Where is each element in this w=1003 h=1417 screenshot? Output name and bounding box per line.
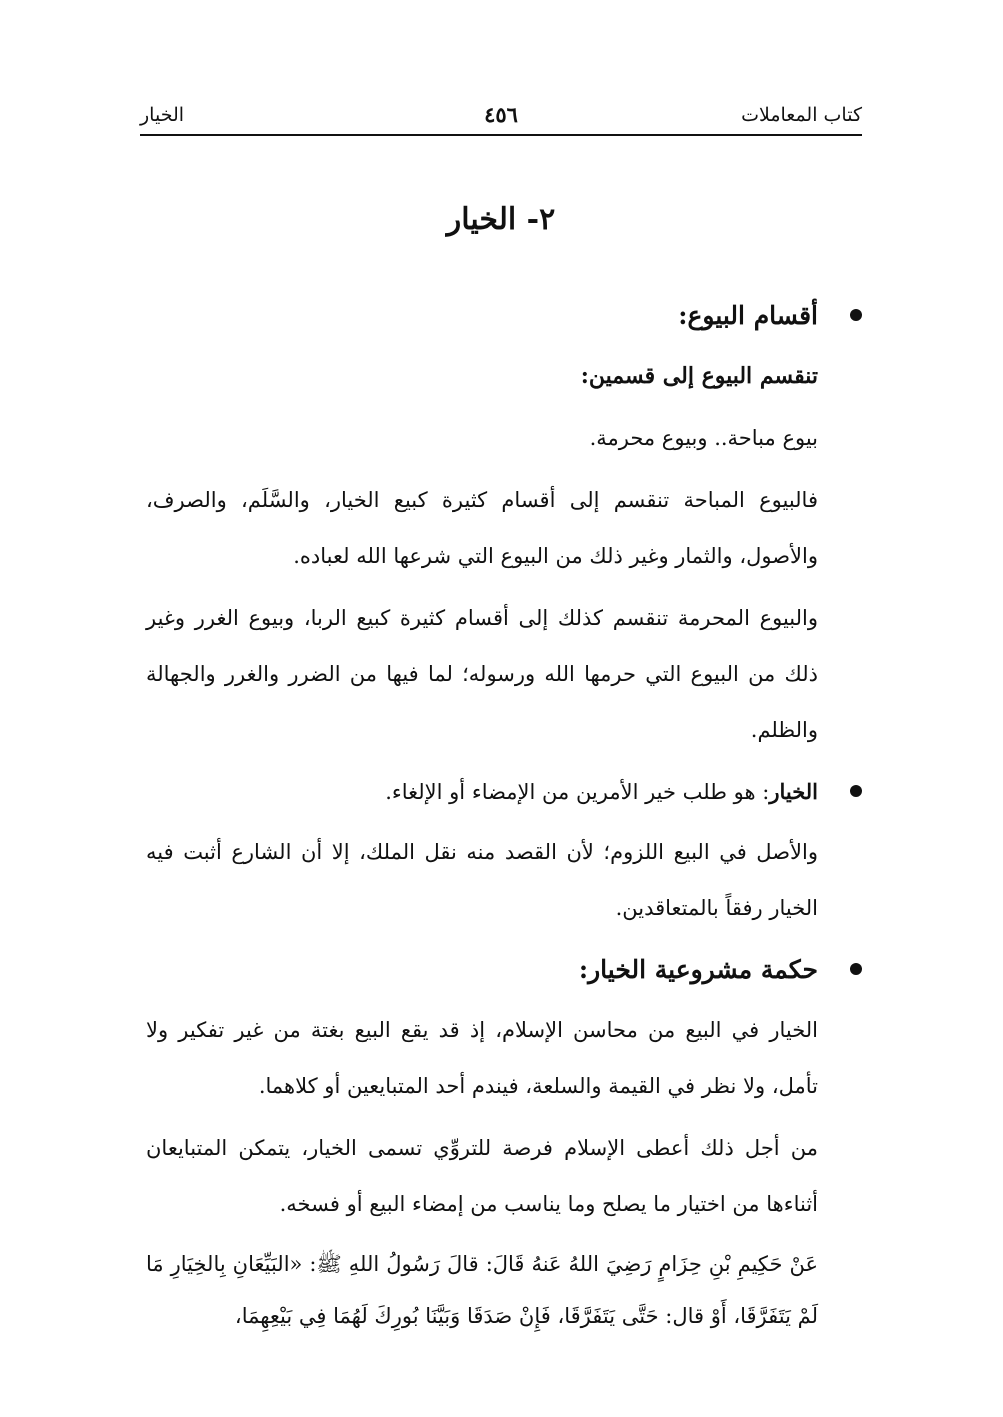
- types-subheading: تنقسم البيوع إلى قسمين:: [580, 363, 818, 389]
- bullet-icon: [850, 309, 862, 321]
- header-chapter-name: الخيار: [140, 104, 185, 126]
- page-header: [140, 100, 862, 136]
- header-book-title: كتاب المعاملات: [741, 104, 862, 126]
- section-heading-types: [146, 288, 818, 344]
- types-line: بيوع مباحة.. وبيوع محرمة.: [589, 426, 818, 450]
- hadith-paragraph: عَنْ حَكِيمِ بْنِ حِزَامٍ رَضِيَ اللهُ عَنهُ قَالَ: قالَ رَسُولُ اللهِ ﷺ: «البَيِّعَانِ بِالخِيَارِ مَا لَمْ يَتَفَرَّقَا، أَوْ قال: حَتَّى يَتَفَرَّقَا، فَإِنْ صَدَقَا وَبَيَّنَا بُورِكَ لَهُمَا فِي بَيْعِهِمَا،: [146, 1252, 818, 1328]
- khiyar-definition-text: : هو طلب خير الأمرين من الإمضاء أو الإلغاء.: [385, 780, 770, 804]
- wisdom-paragraph: الخيار في البيع من محاسن الإسلام، إذ قد يقع البيع بغتة من غير تفكير ولا تأمل، ولا نظر في القيمة والسلعة، فيندم أحد المتبايعين أو كلاهما.: [146, 1018, 818, 1098]
- khiyar-definition-item: [146, 764, 818, 820]
- page-body: [146, 288, 818, 1348]
- opportunity-paragraph: من أجل ذلك أعطى الإسلام فرصة للتروِّي تسمى الخيار، يتمكن المتبايعان أثناءها من اختيار ما يصلح وما يناسب من إمضاء البيع أو فسخه.: [146, 1136, 818, 1216]
- bullet-icon: [850, 785, 862, 797]
- chapter-title: ٢- الخيار: [446, 202, 556, 237]
- wisdom-heading-text: حكمة مشروعية الخيار:: [578, 955, 818, 984]
- bullet-icon: [850, 963, 862, 975]
- permitted-sales-paragraph: فالبيوع المباحة تنقسم إلى أقسام كثيرة كبيع الخيار، والسَّلَم، والصرف، والأصول، والثمار وغير ذلك من البيوع التي شرعها الله لعباده.: [146, 488, 818, 568]
- types-heading-text: أقسام البيوع:: [678, 301, 818, 330]
- section-heading-wisdom: [146, 942, 818, 998]
- khiyar-term: الخيار: [769, 779, 818, 804]
- header-page-number: ٤٥٦: [484, 102, 518, 127]
- principle-paragraph: والأصل في البيع اللزوم؛ لأن القصد منه نقل الملك، إلا أن الشارع أثبت فيه الخيار رفقاً بالمتعاقدين.: [146, 840, 818, 920]
- forbidden-sales-paragraph: والبيوع المحرمة تنقسم كذلك إلى أقسام كثيرة كبيع الربا، وبيوع الغرر وغير ذلك من البيوع التي حرمها الله ورسوله؛ لما فيها من الضرر والغرر والجهالة والظلم.: [146, 606, 818, 742]
